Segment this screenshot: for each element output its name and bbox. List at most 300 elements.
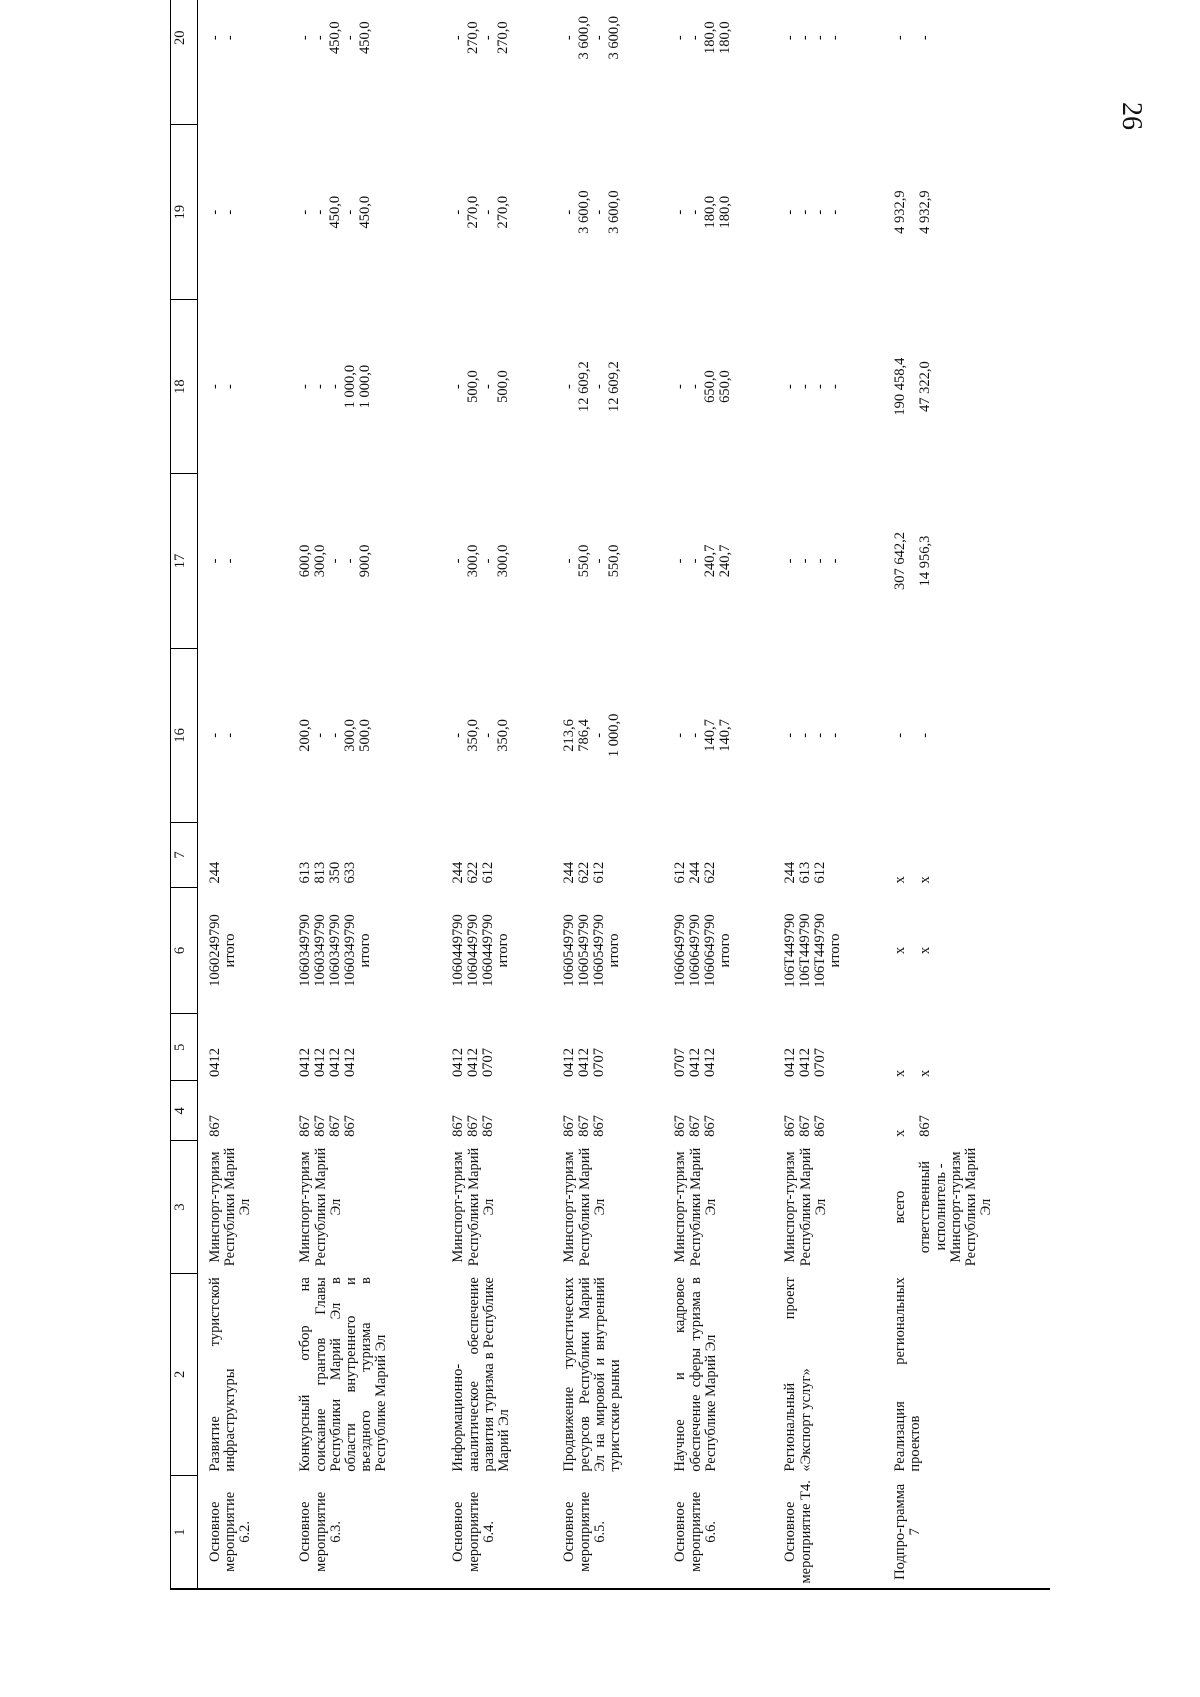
col-7 <box>552 823 663 888</box>
cell-value: 867 <box>342 1115 359 1137</box>
cell-value: 0412 <box>465 1047 482 1077</box>
col-17 <box>552 474 663 648</box>
cell-value: - <box>812 558 829 564</box>
cell-value: 500,0 <box>357 719 374 752</box>
col-20 <box>663 0 773 125</box>
cell-value: - <box>342 209 359 215</box>
cell-value: итого <box>717 933 734 968</box>
cell-value: x <box>892 1129 909 1137</box>
table-row <box>288 0 441 1589</box>
cell-value: 1060349790 <box>312 914 329 987</box>
cell-value: 240,7 <box>702 544 719 578</box>
cell-value: 4 932,9 <box>917 190 934 234</box>
col-5 <box>552 1014 663 1081</box>
cell-value: - <box>782 384 799 389</box>
cell-value: 650,0 <box>717 370 734 403</box>
col-16 <box>663 648 773 822</box>
col-18 <box>198 299 289 473</box>
col-4 <box>441 1081 552 1141</box>
cell-value: 867 <box>465 1115 482 1137</box>
col-16 <box>441 648 552 822</box>
cell-value: 0412 <box>576 1047 593 1077</box>
cell-value: итого <box>827 933 844 968</box>
col-17 <box>663 474 773 648</box>
col-18 <box>288 299 441 473</box>
col-4 <box>288 1081 441 1141</box>
cell-value: 500,0 <box>495 370 512 403</box>
cell-value: - <box>782 35 799 41</box>
header-cell: 4 <box>171 1081 198 1141</box>
cell-value: - <box>297 35 314 41</box>
cell-value: 106T449790 <box>797 913 814 988</box>
header-cell: 19 <box>171 125 198 299</box>
cell-value: 867 <box>327 1115 344 1137</box>
cell-value: 1060449790 <box>450 914 467 987</box>
cell-value: 106T449790 <box>812 913 829 988</box>
cell-value: 1060549790 <box>561 914 578 987</box>
cell-value: 1060449790 <box>480 914 497 987</box>
activity-code: Основное мероприятие T4. <box>782 1480 814 1584</box>
cell-value: - <box>782 209 799 215</box>
executor-text: Минспорт-туризм Республики Марий Эл <box>450 1147 497 1267</box>
cell-value: итого <box>357 933 374 968</box>
cell-value: 0412 <box>797 1047 814 1077</box>
col-19 <box>441 125 552 299</box>
col-7 <box>773 823 883 888</box>
cell-value: 1060349790 <box>297 914 314 987</box>
cell-value: - <box>312 732 329 738</box>
executor <box>288 1141 441 1273</box>
header-cell: 5 <box>171 1014 198 1081</box>
cell-value: 0412 <box>782 1047 799 1077</box>
cell-value: 244 <box>782 861 799 884</box>
cell-value: 3 600,0 <box>576 190 593 234</box>
activity-title: Продвижение туристических ресурсов Республики Марий Эл на мировой и внутренний туристские рынки <box>561 1277 624 1472</box>
executor-text: Минспорт-туризм Республики Марий Эл <box>672 1147 719 1267</box>
cell-value: - <box>207 35 223 41</box>
cell-value: - <box>812 732 829 738</box>
cell-value: - <box>561 384 578 389</box>
header-cell: 6 <box>171 888 198 1014</box>
col-6 <box>552 888 663 1014</box>
col-17 <box>288 474 441 648</box>
executor-text: Минспорт-туризм Республики Марий Эл <box>561 1147 608 1267</box>
cell-value: 0412 <box>297 1047 314 1077</box>
cell-value: - <box>207 384 223 389</box>
col-17 <box>198 474 289 648</box>
activity-code: Основное мероприятие 6.3. <box>297 1491 344 1572</box>
cell-value: 1060549790 <box>576 914 593 987</box>
cell-value: - <box>591 732 608 738</box>
col-20 <box>883 0 1050 125</box>
col-19 <box>883 125 1050 299</box>
activity-title: Развитие туристской инфраструктуры <box>207 1277 239 1472</box>
col-4 <box>663 1081 773 1141</box>
col-6 <box>198 888 289 1014</box>
cell-value: - <box>917 732 934 738</box>
cell-value: 180,0 <box>717 195 734 229</box>
cell-value: 0412 <box>312 1047 329 1077</box>
cell-value: 612 <box>812 861 829 884</box>
cell-value: 0707 <box>591 1047 608 1077</box>
cell-value: 612 <box>672 861 689 884</box>
cell-value: 1060449790 <box>465 914 482 987</box>
cell-value: 867 <box>782 1115 799 1137</box>
col-19 <box>552 125 663 299</box>
cell-value: - <box>342 558 359 564</box>
col-7 <box>288 823 441 888</box>
cell-value: - <box>812 384 829 389</box>
activity-code: Основное мероприятие 6.2. <box>207 1491 254 1572</box>
cell-value: - <box>222 558 238 564</box>
cell-value: 613 <box>797 861 814 884</box>
table-row <box>883 0 1050 1589</box>
cell-value: - <box>827 209 844 215</box>
cell-value: 270,0 <box>465 195 482 229</box>
cell-value: 867 <box>297 1115 314 1137</box>
cell-value: - <box>312 384 329 389</box>
table-header-row <box>171 0 198 1589</box>
cell-value: - <box>207 732 223 738</box>
budget-table <box>170 0 1050 1590</box>
cell-value: - <box>687 558 704 564</box>
col-5 <box>883 1014 1050 1081</box>
cell-value: 1 000,0 <box>357 364 374 409</box>
col-7 <box>198 823 289 888</box>
cell-value: 3 600,0 <box>606 190 623 234</box>
cell-value: 1060649790 <box>702 914 719 987</box>
cell-value: - <box>480 732 497 738</box>
col-16 <box>773 648 883 822</box>
cell-value: 612 <box>591 861 608 884</box>
cell-value: 180,0 <box>717 21 734 55</box>
cell-value: 180,0 <box>702 195 719 229</box>
col-6 <box>773 888 883 1014</box>
cell-value: - <box>561 35 578 41</box>
cell-value: 3 600,0 <box>576 15 593 60</box>
cell-value: 867 <box>812 1115 829 1137</box>
cell-value: - <box>797 35 814 41</box>
cell-value: - <box>687 209 704 215</box>
cell-value: - <box>561 558 578 564</box>
cell-value: 1 000,0 <box>606 713 623 758</box>
cell-value: - <box>797 384 814 389</box>
cell-value: - <box>892 35 909 41</box>
cell-value: x <box>892 876 909 884</box>
cell-value: 450,0 <box>327 21 344 55</box>
executor-text: Минспорт-туризм Республики Марий Эл <box>297 1147 344 1267</box>
cell-value: - <box>827 35 844 41</box>
col-19 <box>663 125 773 299</box>
col-18 <box>773 299 883 473</box>
cell-value: - <box>207 209 223 215</box>
header-cell: 20 <box>171 0 198 125</box>
cell-value: - <box>917 35 934 41</box>
header-cell: 7 <box>171 823 198 888</box>
cell-value: 1060549790 <box>591 914 608 987</box>
col-20 <box>773 0 883 125</box>
col-5 <box>663 1014 773 1081</box>
col-4 <box>552 1081 663 1141</box>
col-4 <box>883 1081 1050 1141</box>
cell-value: 867 <box>917 1115 934 1137</box>
cell-value: - <box>892 732 909 738</box>
cell-value: 270,0 <box>495 195 512 229</box>
executor-text: всего <box>892 1190 909 1224</box>
cell-value: - <box>672 732 689 738</box>
table-row <box>663 0 773 1589</box>
activity-code: Основное мероприятие 6.5. <box>561 1491 608 1572</box>
cell-value: 1060649790 <box>672 914 689 987</box>
cell-value: итого <box>222 933 238 968</box>
cell-value: - <box>827 732 844 738</box>
activity-title: Научное и кадровое обеспечение сферы туризма в Республике Марий Эл <box>672 1277 719 1472</box>
col-4 <box>773 1081 883 1141</box>
cell-value: 0412 <box>687 1047 704 1077</box>
cell-value: - <box>450 209 467 215</box>
cell-value: - <box>297 384 314 389</box>
header-cell: 16 <box>171 648 198 822</box>
header-cell: 3 <box>171 1141 198 1273</box>
activity-title: Конкурсный отбор на соискание грантов Главы Республики Марий Эл в области внутреннего и въездного туризма в Республике Марий Эл <box>297 1277 390 1472</box>
cell-value: - <box>561 209 578 215</box>
cell-value: 622 <box>702 861 719 884</box>
col-6 <box>663 888 773 1014</box>
cell-value: - <box>327 384 344 389</box>
cell-value: x <box>917 1069 934 1077</box>
cell-value: 190 458,4 <box>892 357 909 416</box>
header-cell: 1 <box>171 1476 198 1589</box>
cell-value: 612 <box>480 861 497 884</box>
header-cell: 17 <box>171 474 198 648</box>
cell-value: 244 <box>450 861 467 884</box>
cell-value: - <box>591 384 608 389</box>
cell-value: 270,0 <box>495 21 512 55</box>
cell-value: - <box>797 209 814 215</box>
cell-value: 0412 <box>450 1047 467 1077</box>
activity-code: Подпро-грамма 7 <box>892 1483 924 1580</box>
activity-title: Реализация региональных проектов <box>892 1277 924 1472</box>
cell-value: 650,0 <box>702 370 719 403</box>
col-18 <box>441 299 552 473</box>
cell-value: итого <box>606 933 623 968</box>
cell-value: 350,0 <box>465 719 482 752</box>
cell-value: 300,0 <box>465 544 482 578</box>
executor <box>883 1141 1050 1273</box>
col-6 <box>883 888 1050 1014</box>
col-16 <box>883 648 1050 822</box>
cell-value: - <box>450 732 467 738</box>
executor-text: Минспорт-туризм Республики Марий Эл <box>782 1147 829 1267</box>
executor <box>552 1141 663 1273</box>
cell-value: 813 <box>312 861 329 884</box>
executor-text: Минспорт-туризм Республики Марий Эл <box>207 1147 254 1267</box>
cell-value: 300,0 <box>312 544 329 578</box>
activity-title: Региональный проект «Экспорт услуг» <box>782 1277 814 1472</box>
table-row <box>552 0 663 1589</box>
cell-value: 244 <box>207 861 223 884</box>
cell-value: 14 956,3 <box>917 535 934 587</box>
col-16 <box>552 648 663 822</box>
cell-value: 450,0 <box>327 195 344 229</box>
cell-value: - <box>480 384 497 389</box>
activity-code: Основное мероприятие 6.6. <box>672 1491 719 1572</box>
cell-value: 106T449790 <box>782 913 799 988</box>
col-6 <box>288 888 441 1014</box>
col-5 <box>773 1014 883 1081</box>
cell-value: 867 <box>480 1115 497 1137</box>
cell-value: - <box>342 35 359 41</box>
cell-value: - <box>222 35 238 41</box>
cell-value: - <box>450 558 467 564</box>
cell-value: - <box>591 209 608 215</box>
cell-value: 12 609,2 <box>576 361 593 412</box>
col-17 <box>773 474 883 648</box>
col-7 <box>441 823 552 888</box>
cell-value: 0412 <box>207 1047 223 1077</box>
cell-value: 633 <box>342 861 359 884</box>
col-5 <box>441 1014 552 1081</box>
cell-value: - <box>297 209 314 215</box>
cell-value: 1060349790 <box>342 914 359 987</box>
cell-value: 244 <box>561 861 578 884</box>
cell-value: 213,6 <box>561 719 578 752</box>
cell-value: - <box>450 35 467 41</box>
cell-value: 613 <box>297 861 314 884</box>
cell-value: 270,0 <box>465 21 482 55</box>
cell-value: 4 932,9 <box>892 190 909 234</box>
col-7 <box>883 823 1050 888</box>
cell-value: итого <box>495 933 512 968</box>
cell-value: 550,0 <box>606 544 623 578</box>
cell-value: 350,0 <box>495 719 512 752</box>
cell-value: 867 <box>672 1115 689 1137</box>
cell-value: 1060349790 <box>327 914 344 987</box>
cell-value: 0412 <box>702 1047 719 1077</box>
executor <box>198 1141 289 1273</box>
col-17 <box>883 474 1050 648</box>
cell-value: - <box>207 558 223 564</box>
cell-value: 0707 <box>812 1047 829 1077</box>
cell-value: - <box>312 209 329 215</box>
cell-value: - <box>687 732 704 738</box>
cell-value: - <box>327 732 344 738</box>
cell-value: 307 642,2 <box>892 531 909 590</box>
cell-value: 900,0 <box>357 544 374 578</box>
cell-value: - <box>480 209 497 215</box>
cell-value: 867 <box>450 1115 467 1137</box>
cell-value: 300,0 <box>495 544 512 578</box>
table-row <box>441 0 552 1589</box>
col-5 <box>198 1014 289 1081</box>
col-17 <box>441 474 552 648</box>
cell-value: - <box>797 732 814 738</box>
cell-value: - <box>312 35 329 41</box>
cell-value: - <box>687 35 704 41</box>
cell-value: 867 <box>576 1115 593 1137</box>
page-number: 26 <box>1116 102 1147 130</box>
header-cell: 2 <box>171 1273 198 1475</box>
cell-value: 1 000,0 <box>342 364 359 409</box>
cell-value: - <box>672 384 689 389</box>
cell-value: 1060649790 <box>687 914 704 987</box>
cell-value: 867 <box>312 1115 329 1137</box>
cell-value: x <box>892 1069 909 1077</box>
col-4 <box>198 1081 289 1141</box>
cell-value: 867 <box>561 1115 578 1137</box>
col-19 <box>288 125 441 299</box>
cell-value: - <box>812 35 829 41</box>
cell-value: 47 322,0 <box>917 361 934 412</box>
cell-value: - <box>672 209 689 215</box>
cell-value: - <box>480 558 497 564</box>
cell-value: - <box>782 732 799 738</box>
cell-value: 500,0 <box>465 370 482 403</box>
header-cell: 18 <box>171 299 198 473</box>
cell-value: 450,0 <box>357 21 374 55</box>
cell-value: 240,7 <box>717 544 734 578</box>
cell-value: 180,0 <box>702 21 719 55</box>
col-18 <box>552 299 663 473</box>
col-20 <box>288 0 441 125</box>
cell-value: 0412 <box>342 1047 359 1077</box>
cell-value: 350 <box>327 861 344 884</box>
col-19 <box>198 125 289 299</box>
executor-responsible: ответственный исполнитель - Минспорт-туризм Республики Марий Эл <box>917 1147 995 1267</box>
activity-code: Основное мероприятие 6.4. <box>450 1491 497 1572</box>
cell-value: 600,0 <box>297 544 314 578</box>
col-18 <box>883 299 1050 473</box>
cell-value: - <box>222 209 238 215</box>
table-row <box>773 0 883 1589</box>
col-20 <box>198 0 289 125</box>
col-18 <box>663 299 773 473</box>
cell-value: 0707 <box>672 1047 689 1077</box>
cell-value: 867 <box>797 1115 814 1137</box>
cell-value: 867 <box>591 1115 608 1137</box>
cell-value: 0412 <box>561 1047 578 1077</box>
cell-value: - <box>672 558 689 564</box>
cell-value: - <box>687 384 704 389</box>
cell-value: - <box>797 558 814 564</box>
col-6 <box>441 888 552 1014</box>
executor <box>663 1141 773 1273</box>
cell-value: - <box>782 558 799 564</box>
cell-value: - <box>327 558 344 564</box>
executor <box>773 1141 883 1273</box>
cell-value: 450,0 <box>357 195 374 229</box>
cell-value: - <box>827 384 844 389</box>
cell-value: - <box>450 384 467 389</box>
cell-value: 0412 <box>327 1047 344 1077</box>
cell-value: 140,7 <box>702 719 719 752</box>
col-20 <box>552 0 663 125</box>
cell-value: 3 600,0 <box>606 15 623 60</box>
col-5 <box>288 1014 441 1081</box>
cell-value: 140,7 <box>717 719 734 752</box>
cell-value: - <box>222 384 238 389</box>
col-16 <box>288 648 441 822</box>
cell-value: - <box>591 558 608 564</box>
col-16 <box>198 648 289 822</box>
cell-value: - <box>480 35 497 41</box>
cell-value: - <box>672 35 689 41</box>
activity-title: Информационно-аналитическое обеспечение развития туризма в Республике Марий Эл <box>450 1277 512 1472</box>
cell-value: 1060249790 <box>207 914 223 987</box>
cell-value: x <box>892 946 909 955</box>
cell-value: 867 <box>702 1115 719 1137</box>
cell-value: 550,0 <box>576 544 593 578</box>
